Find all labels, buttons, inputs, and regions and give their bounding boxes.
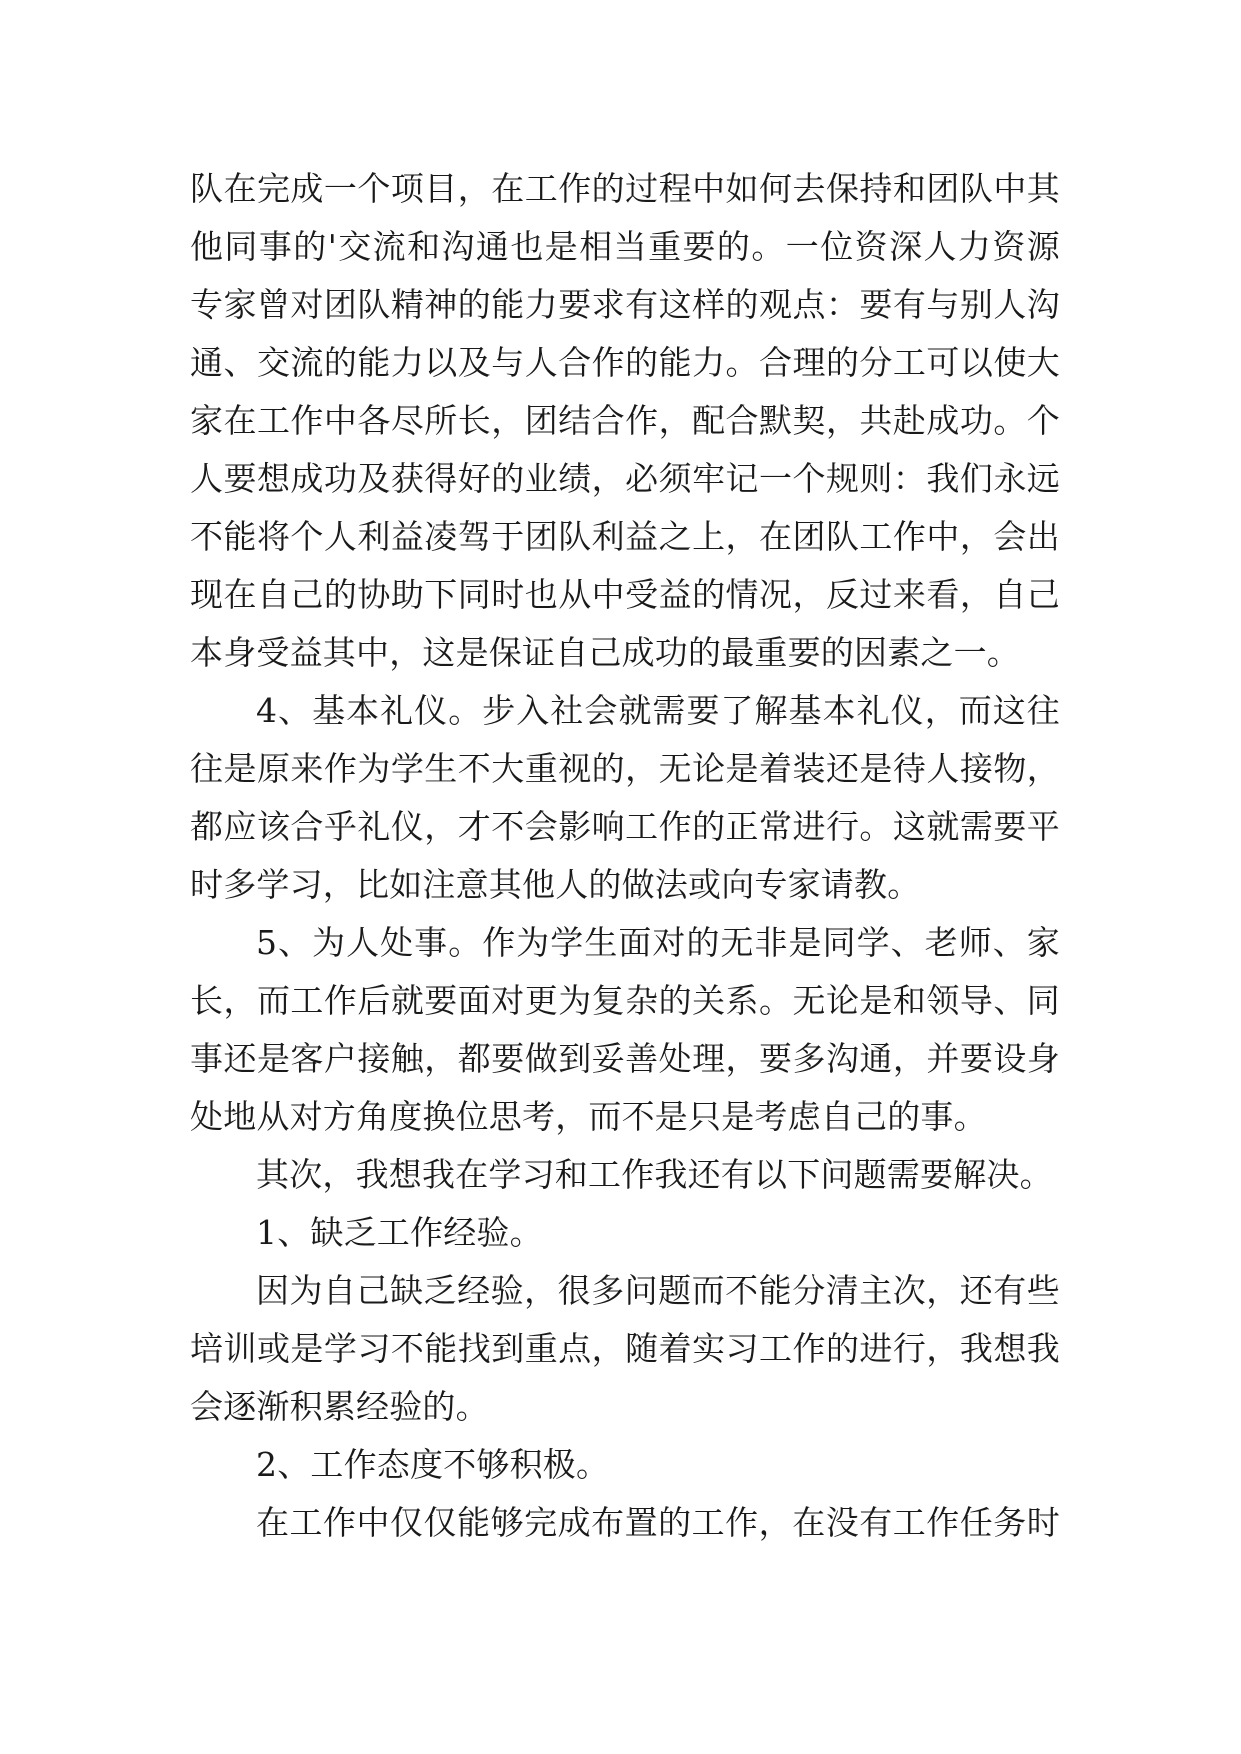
document-body bbox=[190, 160, 1060, 1552]
text-line: 他同事的'交流和沟通也是相当重要的。一位资深人力资源 bbox=[190, 227, 1060, 266]
text-line: 专家曾对团队精神的能力要求有这样的观点：要有与别人沟 bbox=[190, 285, 1060, 324]
text-line: 队在完成一个项目，在工作的过程中如何去保持和团队中其 bbox=[190, 169, 1060, 208]
text-line: 长，而工作后就要面对更为复杂的关系。无论是和领导、同 bbox=[190, 981, 1060, 1020]
text-line: 4、基本礼仪。步入社会就需要了解基本礼仪，而这往 bbox=[256, 691, 1060, 730]
text-line: 其次，我想我在学习和工作我还有以下问题需要解决。 bbox=[256, 1155, 1053, 1194]
text-line: 会逐渐积累经验的。 bbox=[190, 1387, 489, 1426]
text-line: 通、交流的能力以及与人合作的能力。合理的分工可以使大 bbox=[190, 343, 1060, 382]
text-line: 事还是客户接触，都要做到妥善处理，要多沟通，并要设身 bbox=[190, 1039, 1060, 1078]
text-line: 不能将个人利益凌驾于团队利益之上，在团队工作中，会出 bbox=[190, 517, 1060, 556]
text-line: 家在工作中各尽所长，团结合作，配合默契，共赴成功。个 bbox=[190, 401, 1060, 440]
text-line: 1、缺乏工作经验。 bbox=[256, 1213, 543, 1252]
text-line: 培训或是学习不能找到重点，随着实习工作的进行，我想我 bbox=[190, 1329, 1060, 1368]
text-line: 人要想成功及获得好的业绩，必须牢记一个规则：我们永远 bbox=[190, 459, 1060, 498]
text-line: 都应该合乎礼仪，才不会影响工作的正常进行。这就需要平 bbox=[190, 807, 1060, 846]
text-line: 因为自己缺乏经验，很多问题而不能分清主次，还有些 bbox=[256, 1271, 1060, 1310]
text-line: 在工作中仅仅能够完成布置的工作，在没有工作任务时 bbox=[256, 1503, 1060, 1542]
text-line: 现在自己的协助下同时也从中受益的情况，反过来看，自己 bbox=[190, 575, 1060, 614]
text-line: 5、为人处事。作为学生面对的无非是同学、老师、家 bbox=[256, 923, 1060, 962]
text-line: 2、工作态度不够积极。 bbox=[256, 1445, 610, 1484]
text-line: 本身受益其中，这是保证自己成功的最重要的因素之一。 bbox=[190, 633, 1020, 672]
text-line: 往是原来作为学生不大重视的，无论是着装还是待人接物， bbox=[190, 749, 1060, 788]
text-line: 时多学习，比如注意其他人的做法或向专家请教。 bbox=[190, 865, 921, 904]
text-line: 处地从对方角度换位思考，而不是只是考虑自己的事。 bbox=[190, 1097, 987, 1136]
